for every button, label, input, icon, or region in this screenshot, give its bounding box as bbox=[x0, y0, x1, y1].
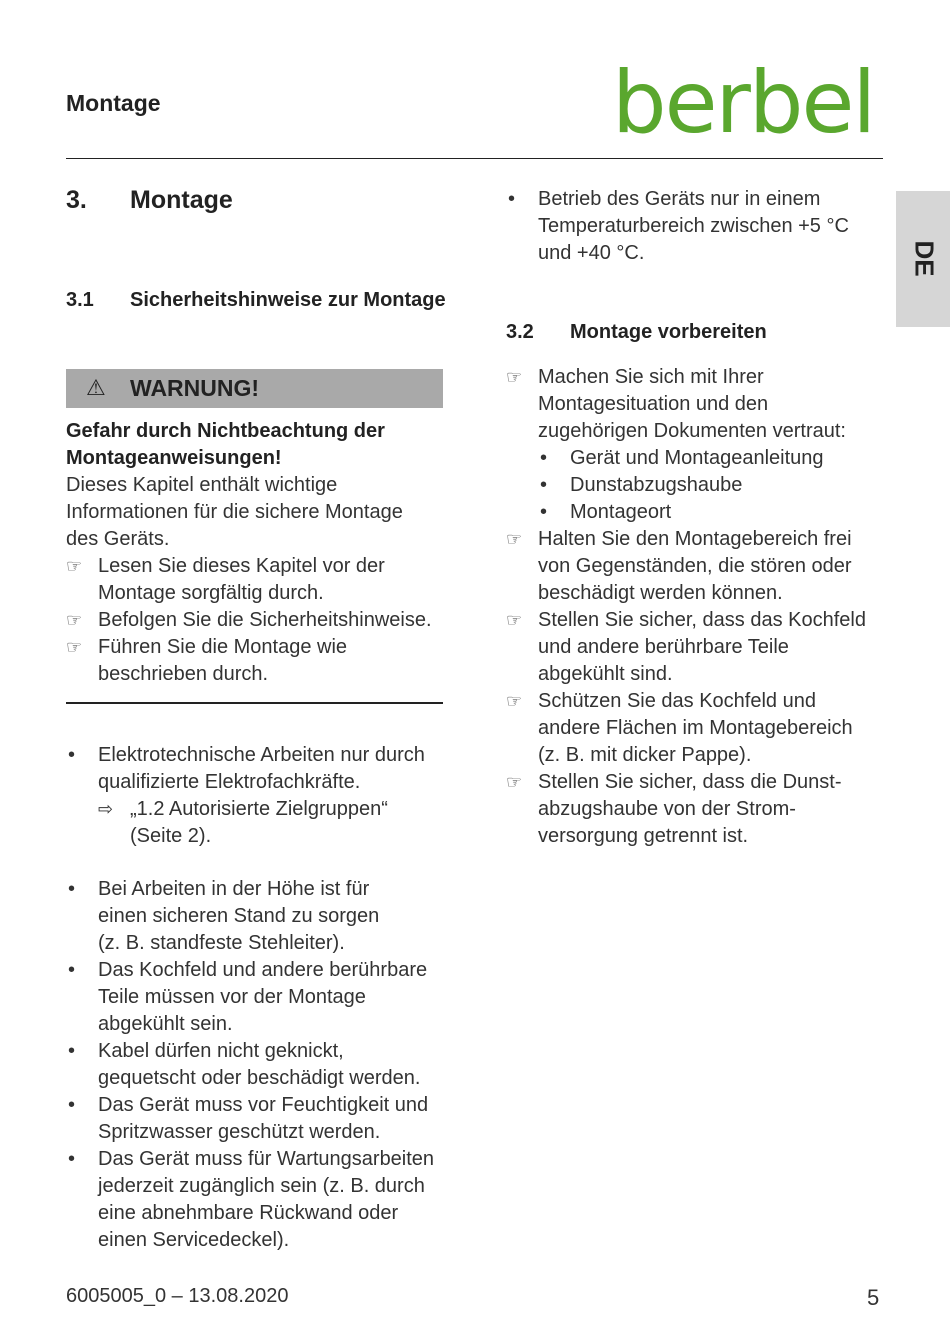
sub-bullet-item bbox=[538, 472, 876, 499]
bullet-dot: • bbox=[68, 959, 76, 981]
bullet-dot: • bbox=[68, 1148, 76, 1170]
bullet-text: Das Kochfeld und andere berührbare bbox=[98, 959, 428, 981]
step-text: Führen Sie die Montage wie bbox=[98, 636, 348, 658]
warning-bar bbox=[66, 369, 443, 408]
bullet-text: qualifizierte Elektrofachkräfte. bbox=[98, 771, 361, 793]
pointing-hand-icon: ☞ bbox=[66, 556, 83, 576]
language-tab bbox=[896, 191, 950, 327]
sub-bullet-item bbox=[538, 445, 876, 472]
bullet-text: und +40 °C. bbox=[538, 242, 645, 264]
subsection-title: Montage vorbereiten bbox=[570, 321, 767, 343]
bullet-text: (z. B. standfeste Stehleiter). bbox=[98, 932, 345, 954]
step-text: abgekühlt sind. bbox=[538, 663, 673, 685]
warning-step bbox=[66, 607, 446, 634]
subsection-number: 3.2 bbox=[506, 321, 534, 343]
step-text: Schützen Sie das Kochfeld und bbox=[538, 690, 816, 712]
step-text: beschrieben durch. bbox=[98, 663, 269, 685]
pointing-hand-icon: ☞ bbox=[66, 637, 83, 657]
warning-body-line: Dieses Kapitel enthält wichtige bbox=[66, 474, 338, 496]
pointing-hand-icon: ☞ bbox=[506, 529, 523, 549]
bullet-text: einen Servicedeckel). bbox=[98, 1229, 290, 1251]
bullet-item bbox=[66, 957, 446, 1038]
bullet-text: Bei Arbeiten in der Höhe ist für bbox=[98, 878, 370, 900]
bullet-text: Dunstabzugshaube bbox=[570, 474, 743, 496]
warning-label: WARNUNG! bbox=[130, 375, 260, 401]
pointing-hand-icon: ☞ bbox=[506, 367, 523, 387]
bullet-item bbox=[66, 1146, 446, 1254]
pointing-hand-icon: ☞ bbox=[506, 772, 523, 792]
bullet-text: Elektrotechnische Arbeiten nur durch bbox=[98, 744, 425, 766]
step-text: Befolgen Sie die Sicherheitshinweise. bbox=[98, 609, 432, 631]
step-text: Stellen Sie sicher, dass das Kochfeld bbox=[538, 609, 866, 631]
bullet-item bbox=[66, 876, 446, 957]
language-tab-label: DE bbox=[909, 240, 940, 277]
warning-body-line: Informationen für die sichere Montage bbox=[66, 501, 403, 523]
subsection-number: 3.1 bbox=[66, 289, 94, 311]
pointing-hand-icon: ☞ bbox=[506, 691, 523, 711]
bullet-text: jederzeit zugänglich sein (z. B. durch bbox=[98, 1175, 425, 1197]
section-number: 3. bbox=[66, 186, 87, 214]
bullet-text: Kabel dürfen nicht geknickt, bbox=[98, 1040, 344, 1062]
subsection-heading-3-2 bbox=[506, 318, 876, 348]
warning-bottom-rule bbox=[66, 702, 443, 704]
step-text: andere Flächen im Montagebereich bbox=[538, 717, 853, 739]
step-text: (z. B. mit dicker Pappe). bbox=[538, 744, 752, 766]
bullet-item bbox=[66, 1038, 446, 1092]
bullet-item bbox=[66, 1092, 446, 1146]
step-text: und andere berührbare Teile bbox=[538, 636, 789, 658]
warning-triangle-icon: ⚠ bbox=[86, 375, 106, 400]
header-divider bbox=[66, 158, 883, 159]
instruction-step bbox=[506, 526, 876, 607]
bullet-text: gequetscht oder beschädigt werden. bbox=[98, 1067, 421, 1089]
bullet-text: Das Gerät muss für Wartungsarbeiten bbox=[98, 1148, 435, 1170]
subsection-heading-3-1 bbox=[66, 286, 446, 346]
bullet-dot: • bbox=[68, 878, 76, 900]
step-text: zugehörigen Dokumenten vertraut: bbox=[538, 420, 846, 442]
section-title: Montage bbox=[130, 186, 233, 214]
bullet-dot: • bbox=[540, 501, 548, 523]
warning-step bbox=[66, 634, 446, 688]
header-title: Montage bbox=[66, 90, 161, 116]
bullet-dot: • bbox=[68, 1040, 76, 1062]
step-text: Montage sorgfältig durch. bbox=[98, 582, 324, 604]
bullet-text: abgekühlt sein. bbox=[98, 1013, 233, 1035]
instruction-step bbox=[506, 364, 876, 445]
cross-reference-link[interactable]: „1.2 Autorisierte Zielgruppen“ bbox=[130, 798, 388, 820]
bullet-item bbox=[506, 186, 876, 267]
step-text: versorgung getrennt ist. bbox=[538, 825, 749, 847]
step-text: Halten Sie den Montagebereich frei bbox=[538, 528, 852, 550]
bullet-text: Spritzwasser geschützt werden. bbox=[98, 1121, 381, 1143]
step-text: beschädigt werden können. bbox=[538, 582, 783, 604]
bullet-text: eine abnehmbare Rückwand oder bbox=[98, 1202, 399, 1224]
bullet-text: Betrieb des Geräts nur in einem bbox=[538, 188, 821, 210]
step-text: Lesen Sie dieses Kapitel vor der bbox=[98, 555, 385, 577]
bullet-text: Gerät und Montageanleitung bbox=[570, 447, 824, 469]
instruction-step bbox=[506, 607, 876, 688]
step-text: Stellen Sie sicher, dass die Dunst- bbox=[538, 771, 842, 793]
subsection-title: Sicherheitshinweise zur Montage bbox=[130, 289, 446, 311]
section-heading bbox=[66, 186, 233, 215]
pointing-hand-icon: ☞ bbox=[506, 610, 523, 630]
bullet-text: Teile müssen vor der Montage bbox=[98, 986, 366, 1008]
footer-doc-id: 6005005_0 – 13.08.2020 bbox=[66, 1285, 289, 1307]
bullet-text: einen sicheren Stand zu sorgen bbox=[98, 905, 380, 927]
step-text: Machen Sie sich mit Ihrer bbox=[538, 366, 764, 388]
bullet-dot: • bbox=[540, 474, 548, 496]
step-text: abzugshaube von der Strom- bbox=[538, 798, 796, 820]
sub-bullet-item bbox=[538, 499, 876, 526]
page-number: 5 bbox=[867, 1285, 880, 1310]
warning-body-line: des Geräts. bbox=[66, 528, 170, 550]
bullet-dot: • bbox=[540, 447, 548, 469]
instruction-step bbox=[506, 769, 876, 850]
bullet-dot: • bbox=[68, 1094, 76, 1116]
step-text: von Gegenständen, die stören oder bbox=[538, 555, 852, 577]
arrow-right-icon: ⇨ bbox=[98, 799, 114, 819]
cross-reference-page: (Seite 2). bbox=[130, 825, 212, 847]
pointing-hand-icon: ☞ bbox=[66, 610, 83, 630]
bullet-dot: • bbox=[508, 188, 516, 210]
step-text: Montagesituation und den bbox=[538, 393, 769, 415]
bullet-dot: • bbox=[68, 744, 76, 766]
warning-heading-2: Montageanweisungen! bbox=[66, 447, 282, 469]
warning-step bbox=[66, 553, 446, 607]
bullet-text: Montageort bbox=[570, 501, 672, 523]
bullet-text: Das Gerät muss vor Feuchtigkeit und bbox=[98, 1094, 429, 1116]
bullet-text: Temperaturbereich zwischen +5 °C bbox=[538, 215, 849, 237]
bullet-item bbox=[66, 742, 446, 852]
warning-heading-1: Gefahr durch Nichtbeachtung der bbox=[66, 420, 385, 442]
berbel-logo: berbel bbox=[612, 53, 875, 153]
instruction-step bbox=[506, 688, 876, 769]
